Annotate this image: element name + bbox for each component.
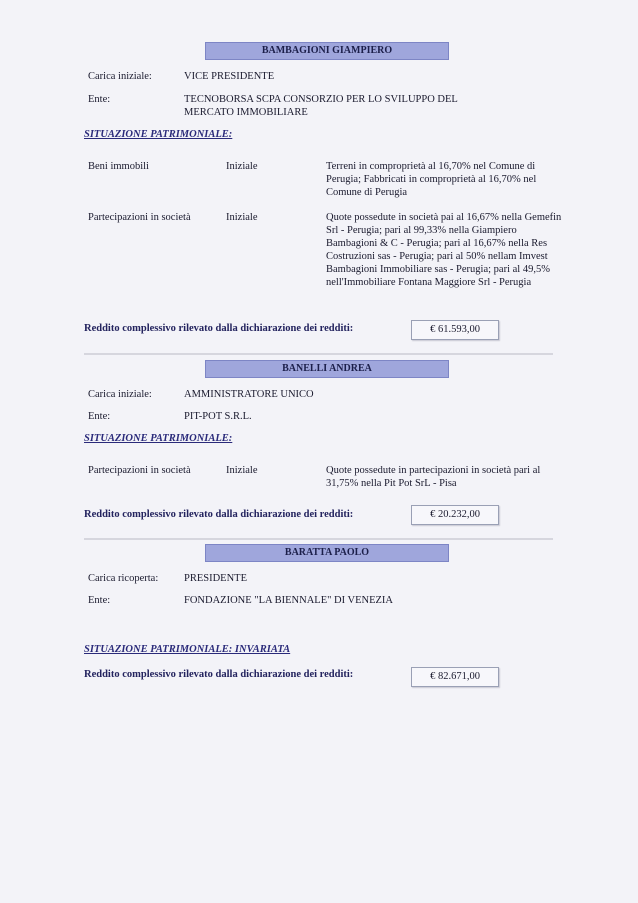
role-value: PRESIDENTE [184,573,247,584]
role-value: VICE PRESIDENTE [184,71,275,82]
income-label: Reddito complessivo rilevato dalla dichiarazione dei redditi: [84,323,354,334]
ente-value: PIT-POT S.R.L. [184,411,252,422]
income-amount: € 61.593,00 [411,320,499,340]
role-value: AMMINISTRATORE UNICO [184,389,314,400]
person-name-header: BANELLI ANDREA [205,360,449,378]
ente-label: Ente: [88,595,111,606]
asset-status: Iniziale [226,465,258,476]
section-divider [84,353,553,355]
person-name-header: BAMBAGIONI GIAMPIERO [205,42,449,60]
ente-label: Ente: [88,94,111,105]
asset-category: Partecipazioni in società [88,465,191,476]
role-label: Carica ricoperta: [88,573,159,584]
asset-status: Iniziale [226,161,258,172]
ente-value: FONDAZIONE "LA BIENNALE" DI VENEZIA [184,595,394,606]
asset-description: Terreni in comproprietà al 16,70% nel Comune di Perugia; Fabbricati in comproprietà al 16,70% nel Comune di Perugia [326,161,537,198]
asset-category: Partecipazioni in società [88,212,191,223]
income-label: Reddito complessivo rilevato dalla dichiarazione dei redditi: [84,669,354,680]
asset-category: Beni immobili [88,161,149,172]
asset-description: Quote possedute in società pai al 16,67% nella Gemefin Srl - Perugia; pari al 99,33% nella Giampiero Bambagioni & C - Perugia; pari al 16,67% nella Res Costruzioni sas - Perugia; pari al 50% nellam Imvest Bambagioni Immobiliare sas - Perugia; pari al 49,5% nell'Immobiliare Fontana Maggiore Srl - Perugia [326,212,562,288]
income-amount: € 82.671,00 [411,667,499,687]
ente-label: Ente: [88,411,111,422]
income-amount: € 20.232,00 [411,505,499,525]
ente-value: TECNOBORSA SCPA CONSORZIO PER LO SVILUPPO DEL MERCATO IMMOBILIARE [184,94,458,118]
section-divider [84,538,553,540]
asset-status: Iniziale [226,212,258,223]
role-label: Carica iniziale: [88,71,152,82]
role-label: Carica iniziale: [88,389,152,400]
asset-description: Quote possedute in partecipazioni in società pari al 31,75% nella Pit Pot SrL - Pisa [326,465,541,489]
situation-title: SITUAZIONE PATRIMONIALE: INVARIATA [84,644,291,655]
income-label: Reddito complessivo rilevato dalla dichiarazione dei redditi: [84,509,354,520]
situation-title: SITUAZIONE PATRIMONIALE: [84,129,233,140]
person-name-header: BARATTA PAOLO [205,544,449,562]
situation-title: SITUAZIONE PATRIMONIALE: [84,433,233,444]
